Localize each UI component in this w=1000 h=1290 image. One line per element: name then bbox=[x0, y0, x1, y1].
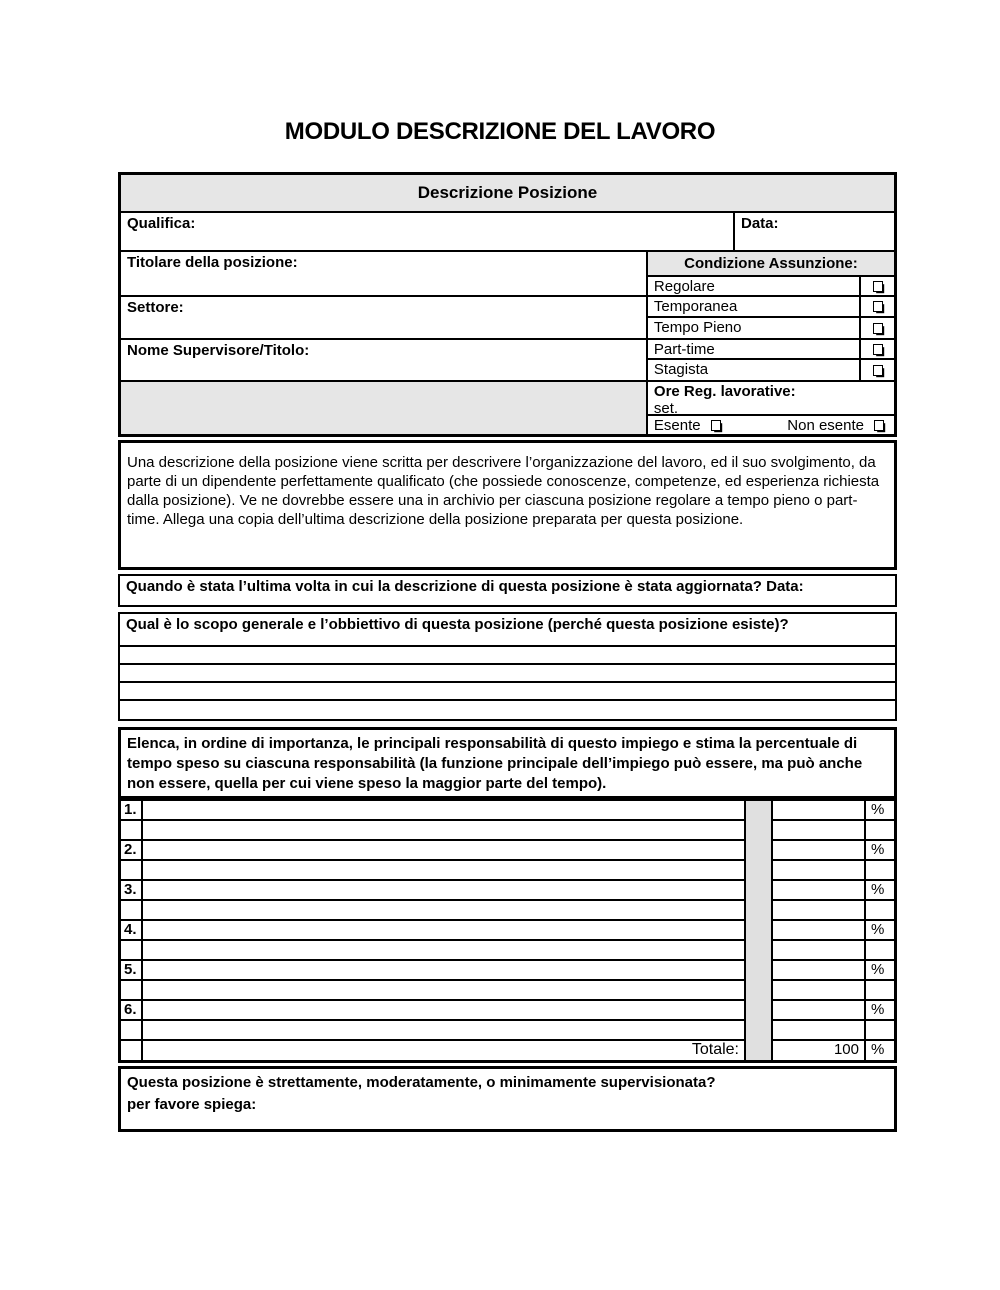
responsibility-text-field[interactable] bbox=[143, 1001, 746, 1021]
divider-strip bbox=[746, 841, 773, 861]
percent-value-field[interactable] bbox=[773, 981, 866, 1001]
option-row-regolare bbox=[648, 277, 894, 297]
responsibility-text-field[interactable] bbox=[143, 1021, 746, 1041]
ore-lavorative-field[interactable] bbox=[648, 382, 894, 416]
checkbox-icon[interactable] bbox=[873, 323, 883, 334]
responsibility-number: 3. bbox=[121, 881, 143, 901]
write-in-line[interactable] bbox=[120, 647, 895, 665]
write-in-line[interactable] bbox=[120, 683, 895, 701]
option-row-tempo-pieno bbox=[648, 318, 894, 340]
responsibility-number: 1. bbox=[121, 801, 143, 821]
supervisore-field[interactable]: Nome Supervisore/Titolo: bbox=[121, 340, 646, 382]
section-header: Descrizione Posizione bbox=[121, 175, 894, 213]
responsibility-text-field[interactable] bbox=[143, 881, 746, 901]
checkbox-cell bbox=[859, 360, 894, 380]
checkbox-cell bbox=[859, 297, 894, 316]
divider-strip bbox=[746, 801, 773, 821]
qualifica-field[interactable]: Qualifica: bbox=[127, 215, 196, 232]
option-label: Regolare bbox=[653, 278, 715, 295]
responsibilities-rows bbox=[121, 801, 894, 1060]
divider-strip bbox=[746, 981, 773, 1001]
responsibility-main-row bbox=[121, 961, 894, 981]
qualifica-data-row bbox=[121, 213, 894, 252]
checkbox-icon[interactable] bbox=[873, 281, 883, 292]
responsibility-text-field[interactable] bbox=[143, 801, 746, 821]
percent-value-field[interactable] bbox=[773, 921, 866, 941]
responsibility-number: 4. bbox=[121, 921, 143, 941]
scopo-section bbox=[118, 612, 897, 721]
updated-question-field[interactable]: Quando è stata l’ultima volta in cui la descrizione di questa posizione è stata aggiornata? Data: bbox=[118, 574, 897, 607]
totale-number-empty bbox=[121, 1041, 143, 1060]
settore-field[interactable]: Settore: bbox=[121, 297, 646, 340]
percent-sign: % bbox=[871, 1041, 885, 1058]
responsibility-number-empty bbox=[121, 901, 143, 921]
percent-value-field[interactable] bbox=[773, 881, 866, 901]
data-field[interactable]: Data: bbox=[733, 213, 894, 250]
responsibility-main-row bbox=[121, 801, 894, 821]
divider-strip bbox=[746, 1041, 773, 1060]
responsibility-number: 6. bbox=[121, 1001, 143, 1021]
condizione-header: Condizione Assunzione: bbox=[648, 252, 894, 277]
supervision-field[interactable] bbox=[118, 1066, 897, 1132]
totale-label: Totale: bbox=[143, 1041, 746, 1060]
checkbox-cell bbox=[859, 277, 894, 295]
titolare-field[interactable]: Titolare della posizione: bbox=[121, 252, 646, 297]
form bbox=[118, 172, 897, 1132]
position-table-body bbox=[121, 252, 894, 434]
percent-value-field[interactable] bbox=[773, 961, 866, 981]
description-paragraph: Una descrizione della posizione viene scritta per descrivere l’organizzazione del lavoro, ed il suo svolgimento, da parte di un dipendente perfettamente qualificato (che possiede conoscenze, competenze, ed esperienza richiesta dalla posizione). Ve ne dovrebbe essere una in archivio per ciascuna posizione regolare a tempo pieno o part-time. Allega una copia dell’ultima descrizione della posizione preparata per questa posizione. bbox=[118, 440, 897, 570]
responsibility-main-row bbox=[121, 841, 894, 861]
percent-value-field[interactable] bbox=[773, 941, 866, 961]
supervision-question: Questa posizione è strettamente, moderatamente, o minimamente supervisionata? bbox=[127, 1074, 716, 1091]
percent-sign: % bbox=[866, 921, 894, 941]
totale-row bbox=[121, 1041, 894, 1060]
page-title: MODULO DESCRIZIONE DEL LAVORO bbox=[284, 118, 716, 145]
responsibility-number-empty bbox=[121, 941, 143, 961]
option-row-part-time bbox=[648, 340, 894, 360]
responsibility-main-row bbox=[121, 921, 894, 941]
esente-label: Esente bbox=[653, 416, 701, 434]
divider-strip bbox=[746, 901, 773, 921]
responsibility-text-field[interactable] bbox=[143, 901, 746, 921]
responsibility-number-empty bbox=[121, 1021, 143, 1041]
checkbox-cell bbox=[859, 318, 894, 338]
divider-strip bbox=[746, 861, 773, 881]
responsibility-continuation-row bbox=[121, 941, 894, 961]
responsibilities-table bbox=[118, 799, 897, 1063]
responsibility-number-empty bbox=[121, 981, 143, 1001]
responsibility-continuation-row bbox=[121, 821, 894, 841]
supervision-explain-label: per favore spiega: bbox=[127, 1096, 257, 1113]
percent-value-field[interactable] bbox=[773, 801, 866, 821]
percent-value-field[interactable] bbox=[773, 901, 866, 921]
responsibility-number: 5. bbox=[121, 961, 143, 981]
percent-value-field[interactable] bbox=[773, 1021, 866, 1041]
percent-sign: % bbox=[866, 881, 894, 901]
percent-sign: % bbox=[866, 961, 894, 981]
write-in-line[interactable] bbox=[120, 665, 895, 683]
responsibility-text-field[interactable] bbox=[143, 841, 746, 861]
percent-sign: % bbox=[866, 1001, 894, 1021]
percent-sign: % bbox=[866, 801, 894, 821]
option-label: Part-time bbox=[653, 341, 715, 358]
ore-label: Ore Reg. lavorative: bbox=[653, 383, 796, 400]
divider-strip bbox=[746, 941, 773, 961]
left-column bbox=[121, 252, 646, 434]
responsibility-continuation-row bbox=[121, 1021, 894, 1041]
percent-cell-empty bbox=[866, 901, 894, 921]
divider-strip bbox=[746, 881, 773, 901]
responsibility-text-field[interactable] bbox=[143, 921, 746, 941]
condizione-assunzione-box bbox=[646, 252, 894, 434]
responsibility-continuation-row bbox=[121, 981, 894, 1001]
percent-value-field[interactable] bbox=[773, 1001, 866, 1021]
write-in-line[interactable] bbox=[120, 701, 895, 719]
divider-strip bbox=[746, 1001, 773, 1021]
option-label: Temporanea bbox=[653, 298, 738, 315]
esente-row bbox=[648, 416, 894, 434]
divider-strip bbox=[746, 1021, 773, 1041]
checkbox-icon[interactable] bbox=[873, 301, 883, 312]
divider-strip bbox=[746, 961, 773, 981]
responsibility-number-empty bbox=[121, 861, 143, 881]
percent-cell-empty bbox=[866, 981, 894, 1001]
checkbox-icon[interactable] bbox=[874, 420, 884, 431]
totale-value: 100 bbox=[773, 1041, 866, 1060]
responsibility-text-field[interactable] bbox=[143, 981, 746, 1001]
checkbox-icon[interactable] bbox=[873, 344, 883, 355]
esente-option bbox=[654, 417, 721, 434]
percent-value-field[interactable] bbox=[773, 861, 866, 881]
responsibility-number-empty bbox=[121, 821, 143, 841]
percent-cell-empty bbox=[866, 941, 894, 961]
option-label: Tempo Pieno bbox=[653, 319, 742, 336]
option-row-stagista bbox=[648, 360, 894, 382]
percent-sign: % bbox=[866, 841, 894, 861]
responsibility-text-field[interactable] bbox=[143, 941, 746, 961]
percent-cell-empty bbox=[866, 1021, 894, 1041]
responsibility-continuation-row bbox=[121, 861, 894, 881]
responsibility-text-field[interactable] bbox=[143, 821, 746, 841]
responsibility-main-row bbox=[121, 1001, 894, 1021]
position-table bbox=[118, 172, 897, 437]
percent-cell-empty bbox=[866, 821, 894, 841]
responsibility-number: 2. bbox=[121, 841, 143, 861]
divider-strip bbox=[746, 921, 773, 941]
responsibility-text-field[interactable] bbox=[143, 861, 746, 881]
non-esente-label: Non esente bbox=[787, 416, 864, 434]
checkbox-icon[interactable] bbox=[711, 420, 721, 431]
ore-sub-label: set. bbox=[653, 400, 679, 417]
percent-cell-empty bbox=[866, 861, 894, 881]
responsibility-text-field[interactable] bbox=[143, 961, 746, 981]
checkbox-icon[interactable] bbox=[873, 365, 883, 376]
elenca-instruction: Elenca, in ordine di importanza, le principali responsabilità di questo impiego e stima la percentuale di tempo speso su ciascuna responsabilità (la funzione principale dell’impiego può essere, ma può anche non essere, quella per cui viene speso la maggior parte del tempo). bbox=[118, 727, 897, 799]
option-row-temporanea bbox=[648, 297, 894, 318]
option-label: Stagista bbox=[653, 361, 709, 378]
scopo-question: Qual è lo scopo generale e l’obbiettivo di questa posizione (perché questa posizione esiste)? bbox=[120, 614, 895, 647]
percent-value-field[interactable] bbox=[773, 821, 866, 841]
divider-strip bbox=[746, 821, 773, 841]
non-esente-option bbox=[787, 417, 884, 434]
responsibility-continuation-row bbox=[121, 901, 894, 921]
shaded-cell bbox=[121, 382, 646, 434]
checkbox-cell bbox=[859, 340, 894, 358]
responsibility-main-row bbox=[121, 881, 894, 901]
percent-value-field[interactable] bbox=[773, 841, 866, 861]
